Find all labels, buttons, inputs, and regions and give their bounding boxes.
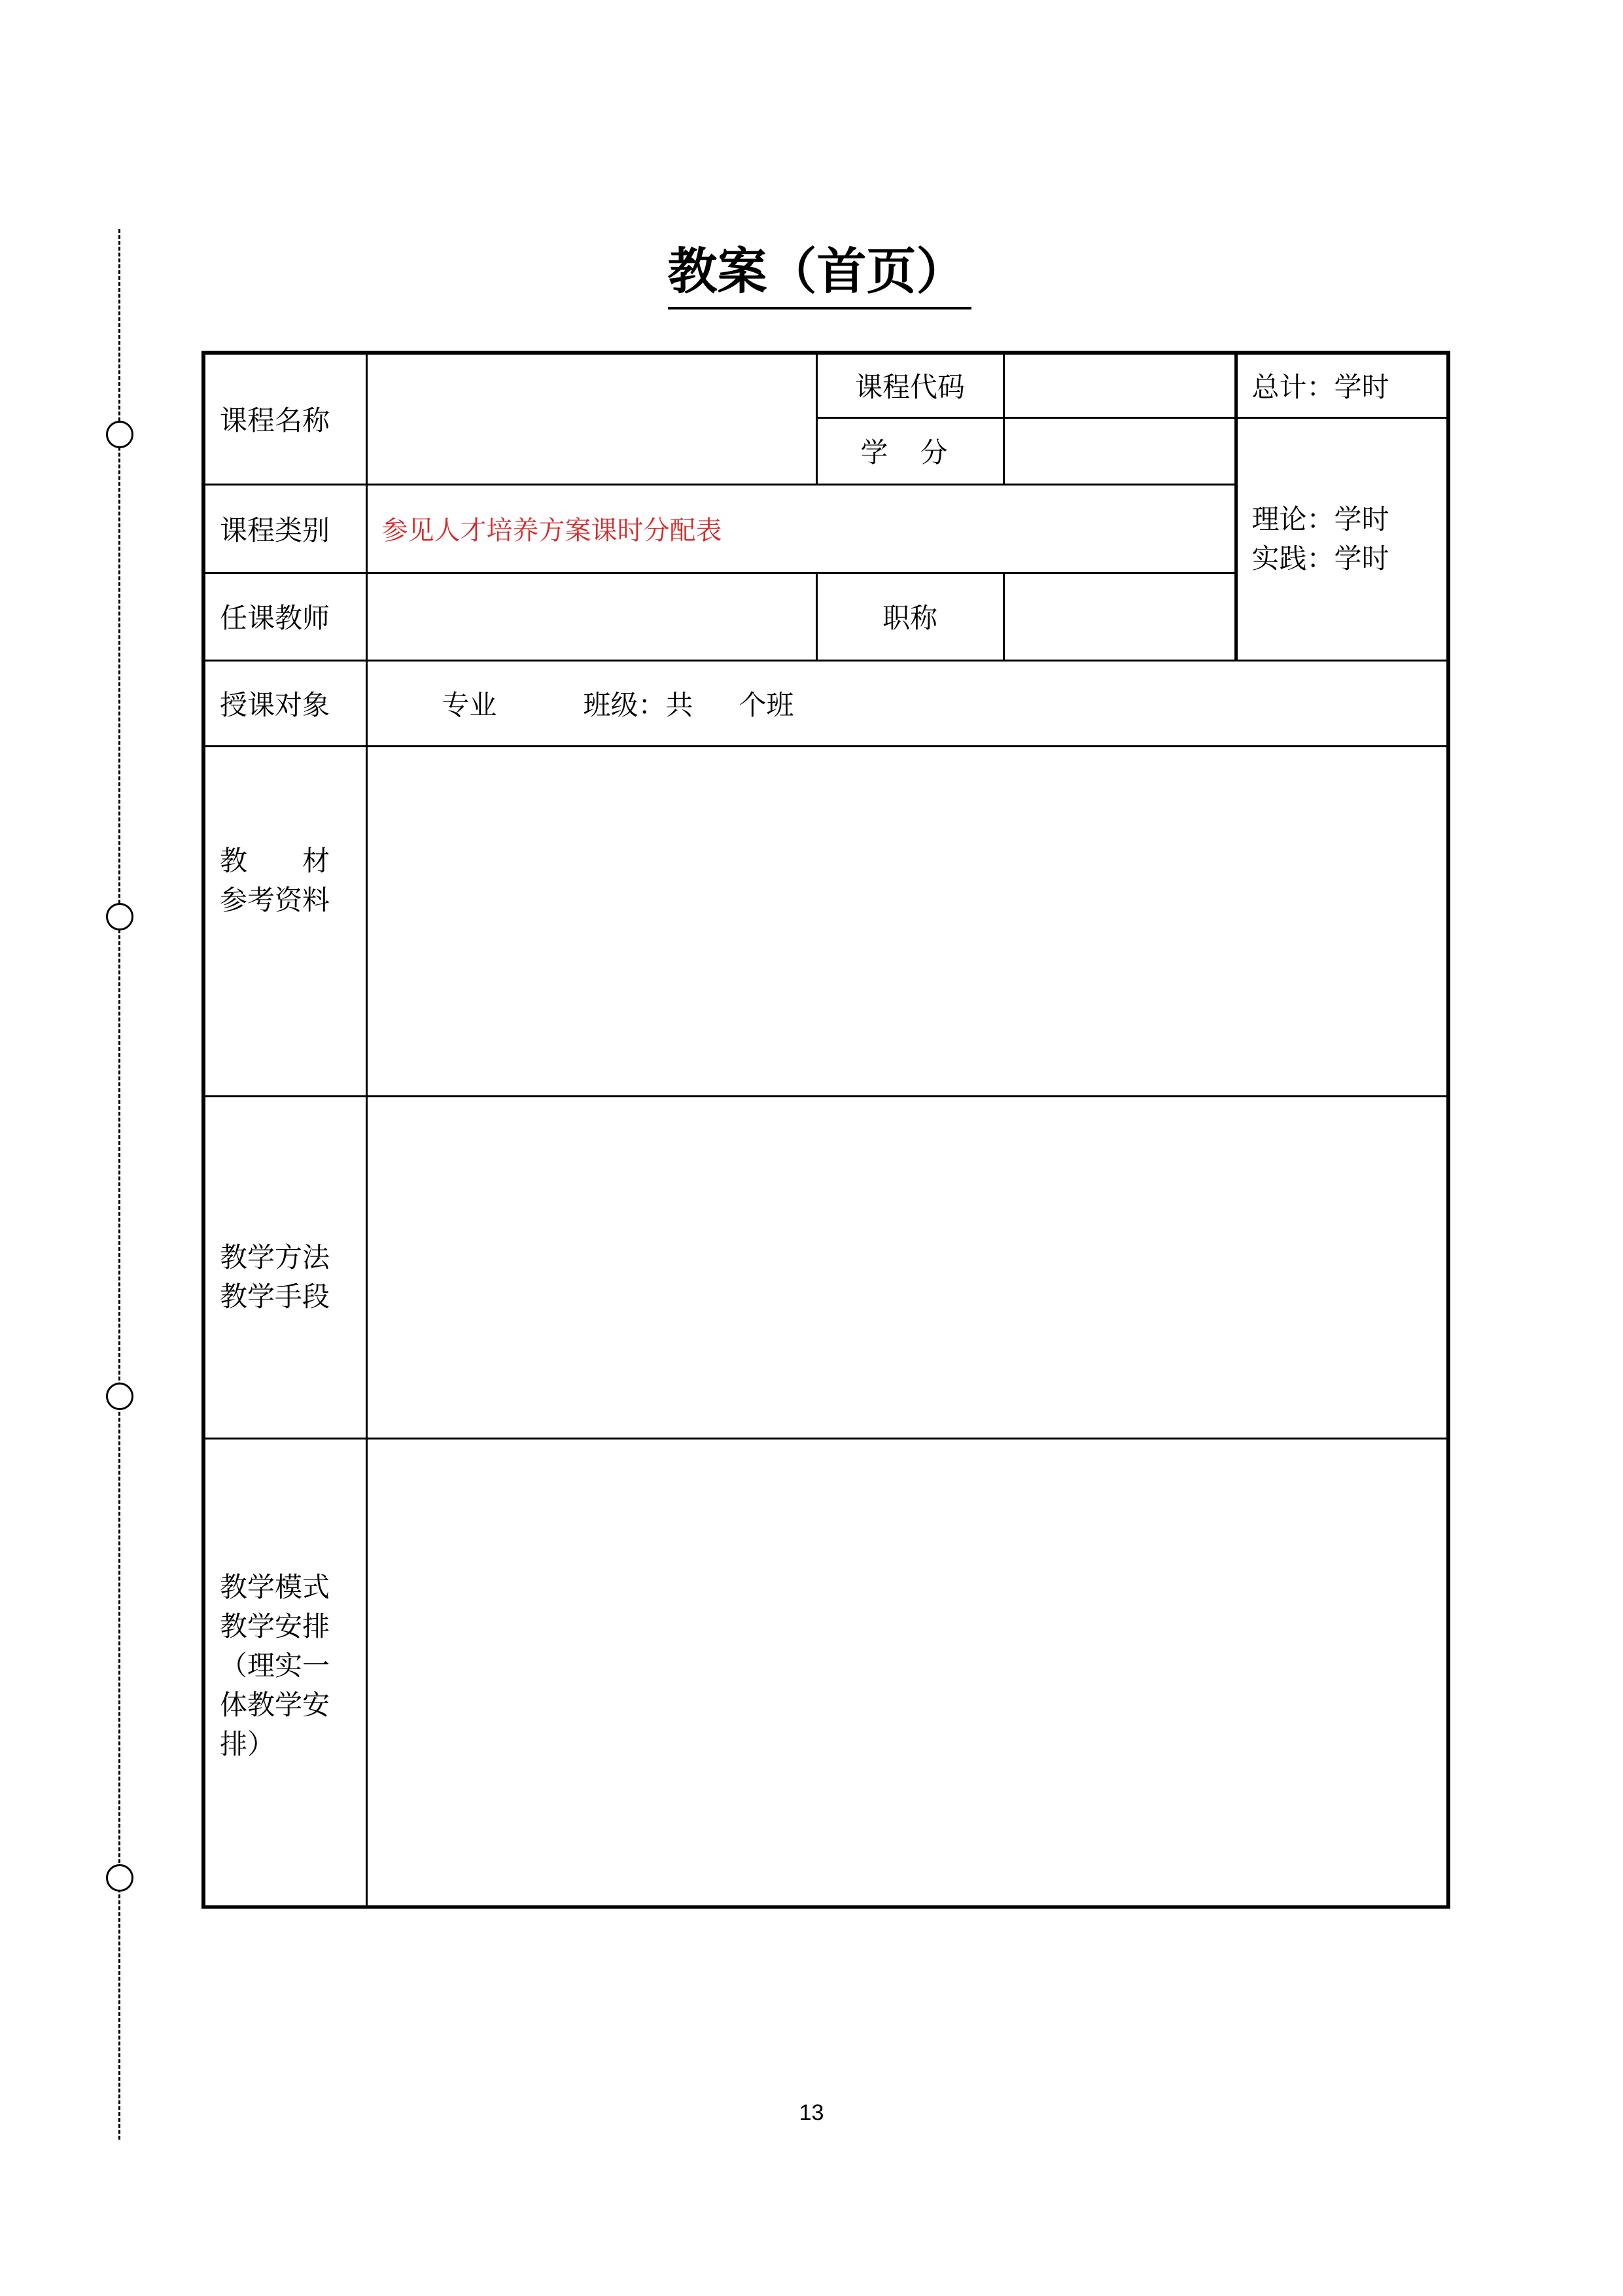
theory-hours-label: 理论：学时 (1251, 503, 1389, 535)
hours-breakdown-cell (1236, 417, 1448, 660)
course-type-label: 课程类别 (203, 484, 366, 573)
audience-classes: 班级：共 (583, 688, 693, 721)
page-number: 13 (799, 2100, 824, 2125)
lesson-plan-form (201, 351, 1450, 1909)
practice-hours-label: 实践：学时 (1251, 542, 1389, 574)
credits-field[interactable] (1003, 417, 1236, 484)
teaching-mode-field[interactable] (366, 1438, 1448, 1907)
binding-hole-2 (106, 903, 133, 930)
audience-field[interactable] (366, 660, 1448, 746)
textbook-field[interactable] (366, 746, 1448, 1096)
total-hours-label: 总计：学时 (1236, 353, 1448, 417)
audience-label: 授课对象 (203, 660, 366, 746)
teacher-field[interactable] (366, 573, 816, 660)
course-code-field[interactable] (1003, 353, 1236, 417)
page-title: 教案（首页） (0, 239, 1623, 309)
course-code-label: 课程代码 (816, 353, 1003, 417)
textbook-label: 教 材 参考资料 (203, 746, 366, 1096)
binding-hole-1 (106, 421, 133, 448)
audience-major: 专业 (442, 688, 497, 721)
job-title-label: 职称 (816, 573, 1003, 660)
course-type-value: 参见人才培养方案课时分配表 (381, 516, 722, 546)
course-type-field[interactable] (366, 484, 1236, 573)
teaching-method-field[interactable] (366, 1096, 1448, 1438)
teacher-label: 任课教师 (203, 573, 366, 660)
credits-label: 学 分 (816, 417, 1003, 484)
teaching-method-label: 教学方法 教学手段 (203, 1096, 366, 1438)
course-name-field[interactable] (366, 353, 816, 484)
audience-classes-unit: 个班 (739, 688, 794, 721)
binding-hole-3 (106, 1383, 133, 1410)
binding-margin-line (118, 229, 120, 2140)
binding-hole-4 (106, 1864, 133, 1892)
course-name-label: 课程名称 (203, 353, 366, 484)
job-title-field[interactable] (1003, 573, 1236, 660)
teaching-mode-label: 教学模式 教学安排 （理实一 体教学安 排） (203, 1438, 366, 1907)
